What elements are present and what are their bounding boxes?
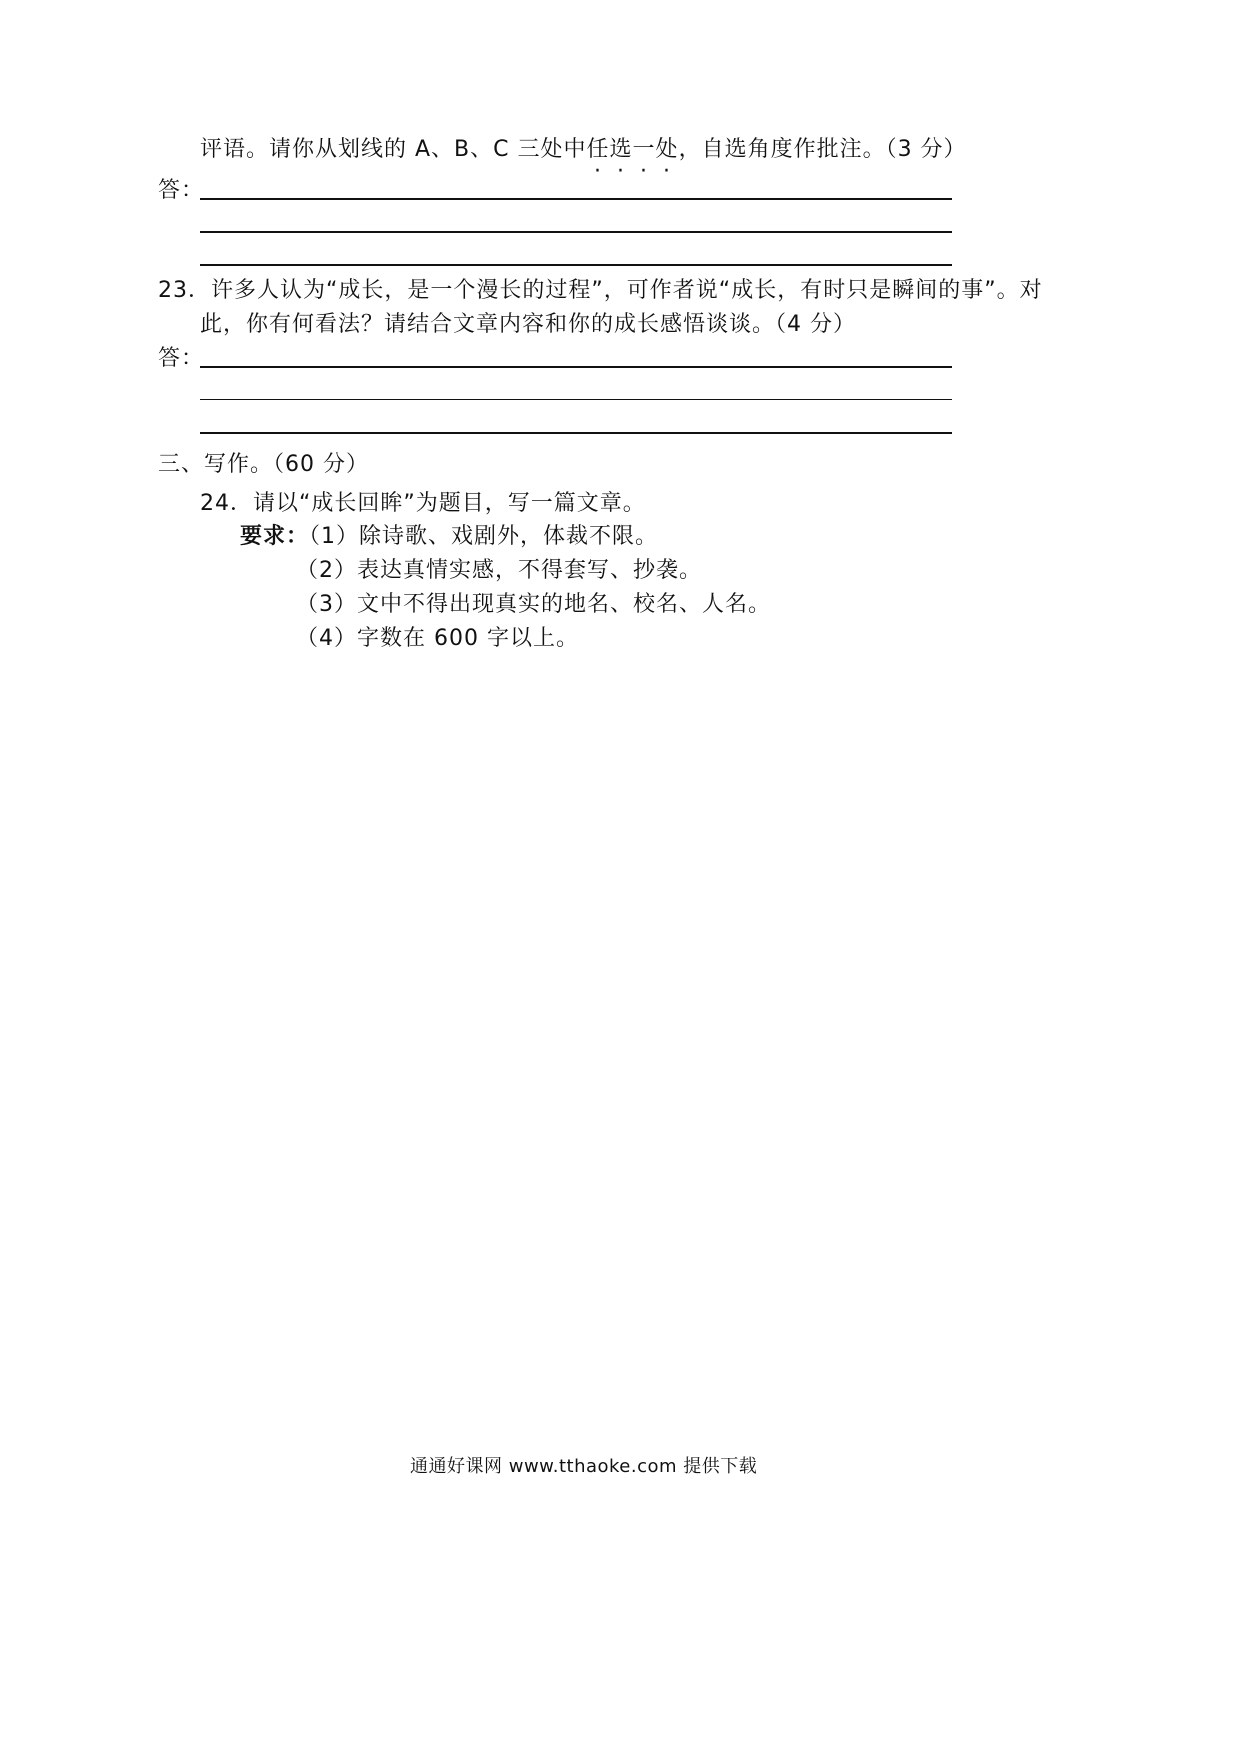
requirement-item: （1）除诗歌、戏剧外，体裁不限。 — [309, 524, 659, 549]
footer-credit: 通通好课网 www.tthaoke.com 提供下载 — [410, 1456, 758, 1477]
q23-line-1: 23．许多人认为“成长，是一个漫长的过程”，可作者说“成长，有时只是瞬间的事”。对 — [158, 278, 1043, 303]
q23-answer-line-1[interactable] — [200, 366, 952, 368]
requirement-item: （2）表达真情实感，不得套写、抄袭。 — [296, 558, 702, 583]
q22-answer-line-1[interactable] — [200, 198, 952, 200]
q22-answer-line-2[interactable] — [200, 231, 952, 233]
q22-text-before: 评语。请你从划线的 A、B、C 三处中 — [200, 137, 587, 162]
q22-answer-label: 答： — [158, 178, 205, 203]
emphasis-char: 选 — [609, 137, 633, 162]
q22-answer-line-3[interactable] — [200, 264, 952, 266]
emphasis-char: 一 — [632, 137, 656, 162]
emphasis-char: 任 — [586, 137, 610, 162]
requirements-label: 要求： — [240, 524, 310, 549]
q23-answer-label: 答： — [158, 346, 205, 371]
requirement-item: （3）文中不得出现真实的地名、校名、人名。 — [296, 592, 771, 617]
q23-line-2: 此，你有何看法？请结合文章内容和你的成长感悟谈谈。（4 分） — [200, 312, 856, 337]
q23-answer-line-3[interactable] — [200, 432, 952, 434]
emphasis-char: 处 — [655, 137, 679, 162]
requirement-item: （4）字数在 600 字以上。 — [296, 626, 579, 651]
q23-answer-line-2[interactable] — [200, 399, 952, 400]
q24-prompt: 24．请以“成长回眸”为题目，写一篇文章。 — [200, 491, 646, 516]
section-heading: 三、写作。（60 分） — [158, 452, 369, 477]
q22-prompt — [200, 135, 967, 165]
requirement-row-1 — [240, 522, 658, 552]
q22-text-after: ，自选角度作批注。（3 分） — [678, 137, 967, 162]
